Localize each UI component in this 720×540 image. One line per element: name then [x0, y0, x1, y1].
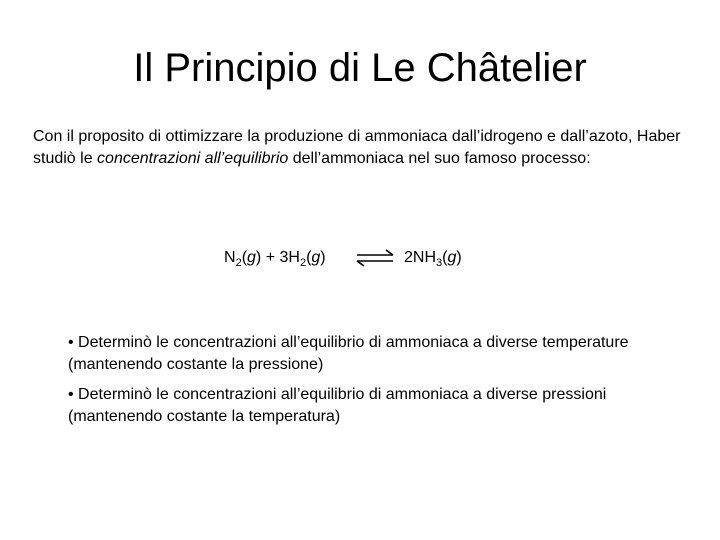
- state-close-1: ): [255, 249, 262, 266]
- equation-reactants: [224, 246, 326, 270]
- state-open-3: (: [442, 249, 448, 266]
- state-open-1: (: [241, 249, 248, 266]
- nitrogen-subscript: 2: [235, 257, 242, 269]
- hydrogen-symbol: 3H: [279, 249, 300, 266]
- state-gas-2: g: [311, 249, 321, 266]
- intro-emphasis: concentrazioni all’equilibrio: [97, 150, 289, 167]
- nitrogen-symbol: N: [224, 249, 236, 266]
- chemical-equation: [0, 246, 720, 270]
- bullet-list: [68, 332, 688, 436]
- state-gas-1: g: [247, 249, 256, 266]
- intro-text-after: dell’ammoniaca nel suo famoso processo:: [288, 150, 591, 167]
- bullet-item: • Determinò le concentrazioni all’equilibrio di ammoniaca a diverse pressioni (mantenendo costante la temperatura): [68, 386, 607, 425]
- hydrogen-subscript: 2: [299, 257, 307, 269]
- slide-title: Il Principio di Le Châtelier: [133, 46, 587, 90]
- state-gas-3: g: [447, 249, 457, 266]
- bullet-item: • Determinò le concentrazioni all’equilibrio di ammoniaca a diverse temperature (mantenendo costante la pressione): [68, 334, 629, 373]
- state-close-2: ): [320, 249, 326, 266]
- equation-products: [404, 246, 462, 270]
- plus-sign: +: [261, 249, 280, 266]
- intro-text-before: Con il proposito di ottimizzare la produzione di ammoniaca dall’idrogeno e dall’azoto, Haber studiò le: [33, 128, 681, 167]
- state-close-3: ): [456, 249, 462, 266]
- state-open-2: (: [306, 249, 312, 266]
- ammonia-subscript: 3: [436, 257, 443, 269]
- ammonia-symbol: 2NH: [404, 249, 437, 266]
- intro-paragraph: [33, 126, 693, 170]
- equilibrium-arrows-icon: [355, 249, 395, 267]
